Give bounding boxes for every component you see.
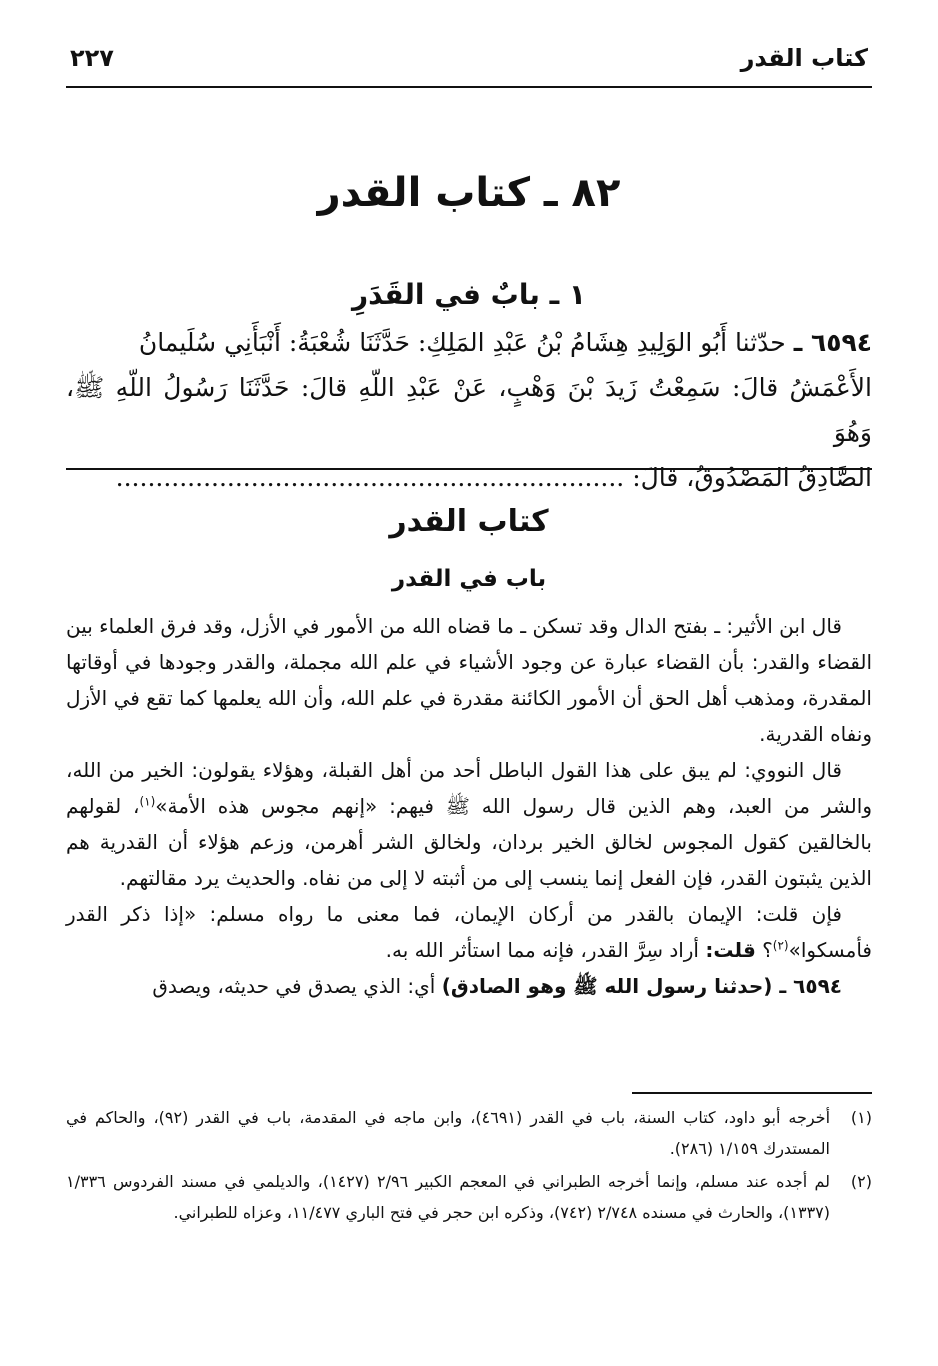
paragraph-3-bold: قلت:: [705, 938, 756, 962]
commentary-paragraph-2: [66, 752, 872, 896]
footnote-ref-2: (٢): [772, 938, 789, 953]
commentary-paragraph-4: [66, 968, 872, 1004]
running-header: [70, 44, 868, 84]
section-divider: [66, 468, 872, 470]
hadith-ellipsis: ................................................................: [115, 463, 625, 492]
hadith-line-3: [66, 455, 872, 500]
hadith-line-1-text: حدّثنا أَبُو الوَلِيدِ هِشَامُ بْنُ عَبْدِ المَلِكِ: حَدَّثَنَا شُعْبَةُ: أَنْبَأَنِي سُلَيمانُ: [138, 328, 786, 357]
footnote-rule: [632, 1092, 872, 1094]
footnote-marker: (٢): [850, 1172, 872, 1191]
footnote: [66, 1166, 872, 1228]
footnote-text: أخرجه أبو داود، كتاب السنة، باب في القدر (٤٦٩١)، وابن ماجه في المقدمة، باب في القدر (٩٢)، والحاكم في المستدرك ١/١٥٩ (٢٨٦).: [66, 1108, 831, 1158]
paragraph-3-text-a: فإن قلت: الإيمان بالقدر من أركان الإيمان، فما معنى ما رواه مسلم: «إذا ذكر القدر فأمسكوا»: [66, 902, 872, 962]
commentary-heading: كتاب القدر: [389, 504, 549, 539]
paragraph-4-text: أي: الذي يصدق في حديثه، ويصدق: [152, 974, 442, 998]
paragraph-2-text-b: ، لقولهم بالخالقين كقول المجوس لخالق الخير بردان، ولخالق الشر أهرمن، وزعم هؤلاء أن القدرية هم الذين يثبتون القدر، فإن الفعل إنما ينسب إلى من أثبته لا إلى من نفاه. والحديث يرد مقالتهم.: [66, 794, 872, 890]
commentary-paragraph-3: [66, 896, 872, 968]
hadith-text: [66, 320, 872, 500]
chapter-heading: ١ ـ بابٌ في القَدَرِ: [351, 278, 587, 311]
paragraph-4-bold: ٦٥٩٤ ـ (حدثنا رسول الله ﷺ وهو الصادق): [441, 974, 842, 998]
footnote: [66, 1102, 872, 1164]
hadith-line-2: الأَعْمَشُ قالَ: سَمِعْتُ زَيدَ بْنَ وَهْبٍ، عَنْ عَبْدِ اللّهِ قالَ: حَدَّثَنَا رَسُولُ اللّهِ ﷺ، وَهُوَ: [66, 373, 872, 447]
footnote-ref-1: (١): [139, 794, 156, 809]
commentary-paragraph-1: قال ابن الأثير: ـ بفتح الدال وقد تسكن ـ ما قضاه الله من الأمور في الأزل، وقد فرق العلماء بين القضاء والقدر: بأن القضاء عبارة عن وجود الأشياء في علم الله مجملة، والقدر وجودها في أوقاتها المقدرة، ومذهب أهل الحق أن الأمور الكائنة مقدرة في علم الله، وأن الله يعلمها كما تقع في الأزل ونفاه القدرية.: [66, 614, 872, 746]
book-heading: ٨٢ ـ كتاب القدر: [317, 170, 621, 216]
hadith-line-1: [66, 320, 872, 365]
page-number: ٢٢٧: [70, 44, 114, 72]
paragraph-2-text-a: قال النووي: لم يبق على هذا القول الباطل أحد من أهل القبلة، وهؤلاء يقولون: الخير من الله، والشر من العبد، وهم الذين قال رسول الله ﷺ فيهم: «إنهم مجوس هذه الأمة»: [66, 758, 872, 818]
hadith-number: ٦٥٩٤ ـ: [793, 328, 872, 357]
footnote-marker: (١): [850, 1108, 872, 1127]
header-rule: [66, 86, 872, 88]
commentary-subheading: باب في القدر: [391, 566, 547, 592]
hadith-line-3-text: الصَّادِقُ المَصْدُوقُ، قالَ:: [632, 463, 872, 492]
paragraph-3-text-b: ؟: [755, 938, 773, 962]
footnotes: [66, 1102, 872, 1230]
running-title: كتاب القدر: [740, 44, 868, 72]
paragraph-3-text-c: أراد سِرَّ القدر، فإنه مما استأثر الله به.: [385, 938, 706, 962]
commentary-body: [66, 608, 872, 1004]
footnote-text: لم أجده عند مسلم، وإنما أخرجه الطبراني في المعجم الكبير ٢/٩٦ (١٤٢٧)، والديلمي في مسند الفردوس ١/٣٣٦ (١٣٣٧)، والحارث في مسنده ٢/٧٤٨ (٧٤٢)، وذكره ابن حجر في فتح الباري ١١/٤٧٧، وعزاه للطبراني.: [66, 1172, 831, 1222]
